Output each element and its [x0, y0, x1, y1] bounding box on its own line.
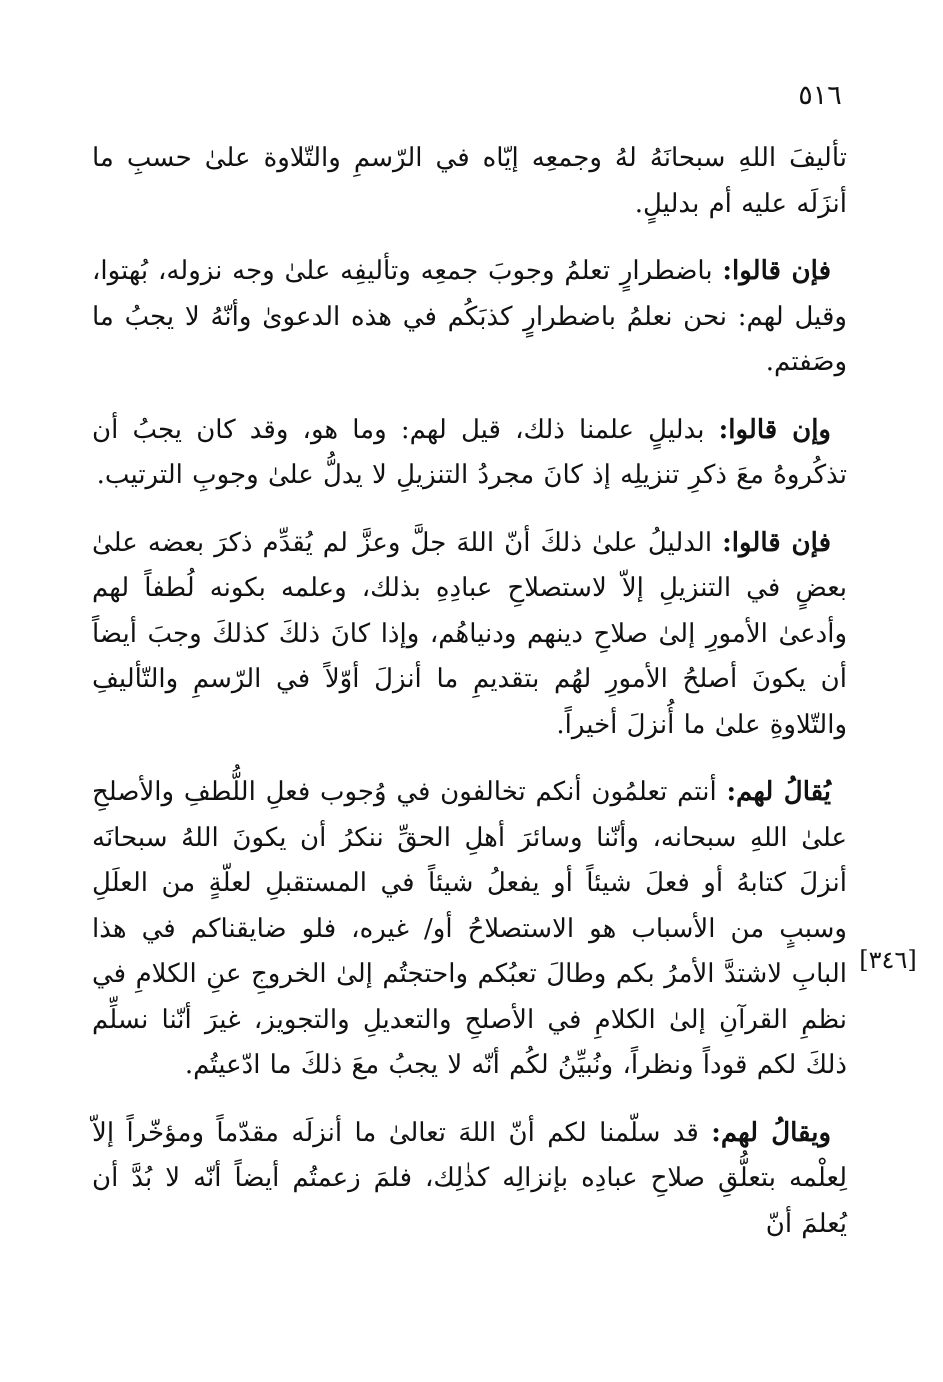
paragraph-text: تأليفَ اللهِ سبحانَهُ لهُ وجمعِه إيّاه في الرّسمِ والتّلاوة علىٰ حسبِ ما أنزَلَه عليه أم بدليلٍ.: [92, 143, 847, 219]
margin-page-reference: [٣٤٦]: [859, 946, 917, 974]
paragraph: [92, 521, 847, 749]
paragraph-text: قد سلّمنا لكم أنّ اللهَ تعالىٰ ما أنزلَه مقدّماً ومؤخّراً إلاّ لِعلْمه بتعلُّقِ صلاحِ عبادِه بإنزالِه كذٰلِك، فلمَ زعمتُم أيضاً أنّه لا بُدَّ أن يُعلمَ أنّ: [92, 1117, 847, 1239]
paragraph-text: باضطرارٍ تعلمُ وجوبَ جمعِه وتأليفِه علىٰ وجه نزوله، بُهتوا، وقيل لهم: نحن نعلمُ باضطرارٍ كذبَكُم في هذه الدعوىٰ وأنّهُ لا يجبُ ما وصَفتم.: [92, 256, 847, 377]
paragraph: [92, 770, 847, 1089]
paragraph: [92, 1111, 847, 1248]
paragraph-lead: يُقالُ لهم:: [726, 777, 832, 807]
page-number: ٥١٦: [798, 80, 842, 111]
paragraph: [92, 249, 847, 386]
paragraph-lead: وإن قالوا:: [718, 414, 831, 445]
paragraph: [92, 136, 847, 227]
paragraph-text: الدليلُ علىٰ ذلكَ أنّ اللهَ جلَّ وعزَّ لم يُقدِّم ذكرَ بعضه علىٰ بعضٍ في التنزيلِ إلاّ لاستصلاحِ عبادِهِ بذلك، وعلمه بكونه لُطفاً لهم وأدعىٰ الأمورِ إلىٰ صلاحِ دينهم ودنياهُم، وإذا كانَ ذلكَ كذلكَ وجبَ أيضاً أن يكونَ أصلحُ الأمورِ لهُم بتقديمِ ما أنزلَ أوّلاً في الرّسمِ والتّأليفِ والتّلاوةِ علىٰ ما أُنزلَ أخيراً.: [92, 527, 847, 740]
paragraph-lead: فإن قالوا:: [722, 256, 831, 286]
paragraph-text: أنتم تعلمُون أنكم تخالفون في وُجوب فعلِ اللُّطفِ والأصلحِ علىٰ اللهِ سبحانه، وأنّنا وسائرَ أهلِ الحقِّ ننكرُ أن يكونَ اللهُ سبحانَه أنزلَ كتابهُ أو فعلَ شيئاً أو يفعلُ شيئاً في المستقبلِ لعلّةٍ من العلَلِ وسببٍ من الأسباب هو الاستصلاحُ أو/ غيره، فلو ضايقناكم في هذا البابِ لاشتدَّ الأمرُ بكم وطالَ تعبُكم واحتجتُم إلىٰ الخروجِ عنِ الكلامِ في نظمِ القرآنِ إلىٰ الكلامِ في الأصلحِ والتعديلِ والتجويز، غيرَ أنّنا نسلِّم ذلكَ لكم قوداً ونظراً، ونُبيِّنُ لكُم أنّه لا يجبُ معَ ذلكَ ما ادّعيتُم.: [92, 777, 847, 1080]
paragraph-lead: ويقالُ لهم:: [711, 1117, 832, 1148]
body-text: [92, 136, 847, 1269]
paragraph-text: بدليلٍ علمنا ذلك، قيل لهم: وما هو، وقد كان يجبُ أن تذكُروهُ معَ ذكرِ تنزيلِه إذ كانَ مجردُ التنزيلِ لا يدلُّ علىٰ وجوبِ الترتيب.: [92, 414, 847, 490]
paragraph-lead: فإن قالوا:: [722, 527, 831, 558]
paragraph: [92, 408, 847, 499]
